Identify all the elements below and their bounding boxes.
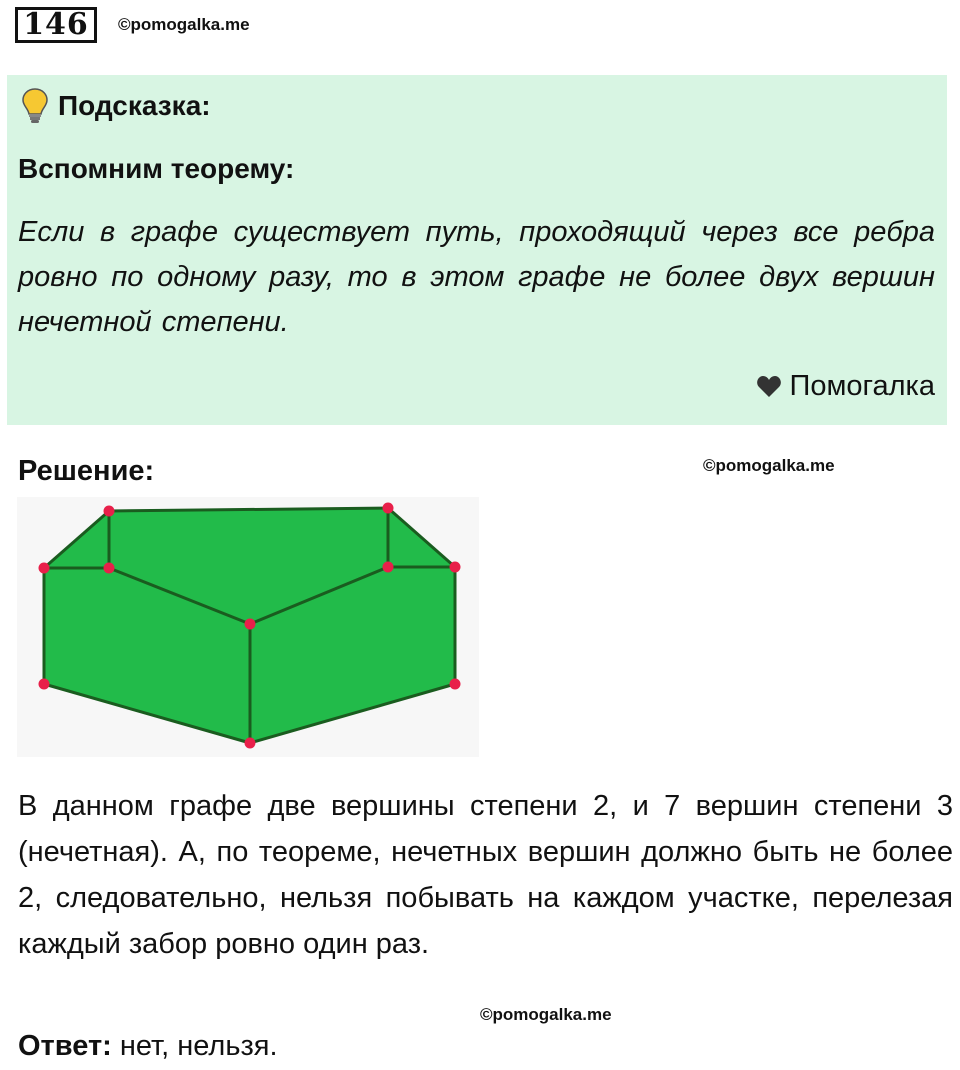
graph-vertex	[450, 679, 461, 690]
theorem-text: Если в графе существует путь, проходящий через все ребра ровно по одному разу, то в этом графе не более двух вершин нечетной степени.	[18, 216, 935, 338]
hint-title	[20, 87, 211, 125]
graph-vertex	[245, 738, 256, 749]
graph-vertex	[383, 562, 394, 573]
theorem-heading: Вспомним теорему:	[18, 153, 295, 184]
watermark: ©pomogalka.me	[703, 456, 835, 475]
answer	[18, 1030, 278, 1063]
graph-vertex	[383, 503, 394, 514]
graph-diagram	[17, 497, 479, 757]
answer-label: Ответ:	[18, 1030, 112, 1062]
graph-vertex	[245, 619, 256, 630]
watermark: ©pomogalka.me	[480, 1005, 612, 1024]
graph-vertex	[39, 563, 50, 574]
graph-vertex	[450, 562, 461, 573]
graph-vertex	[104, 563, 115, 574]
graph-vertex	[39, 679, 50, 690]
graph-vertex	[104, 506, 115, 517]
watermark: ©pomogalka.me	[118, 15, 250, 34]
signature-label: Помогалка	[789, 370, 935, 402]
answer-text: нет, нельзя.	[119, 1030, 278, 1062]
solution-text: В данном графе две вершины степени 2, и 7 вершин степени 3 (нечетная). А, по теореме, нечетных вершин должно быть не более 2, следовательно, нельзя побывать на каждом участке, перелезая каждый забор ровно один раз.	[18, 790, 953, 960]
signature	[756, 370, 935, 403]
solution-heading: Решение:	[18, 455, 155, 487]
lightbulb-icon	[20, 87, 50, 125]
hint-title-label: Подсказка:	[58, 90, 211, 121]
graph-figure	[17, 497, 479, 757]
task-number: 146	[15, 7, 97, 43]
heart-icon	[756, 375, 782, 399]
